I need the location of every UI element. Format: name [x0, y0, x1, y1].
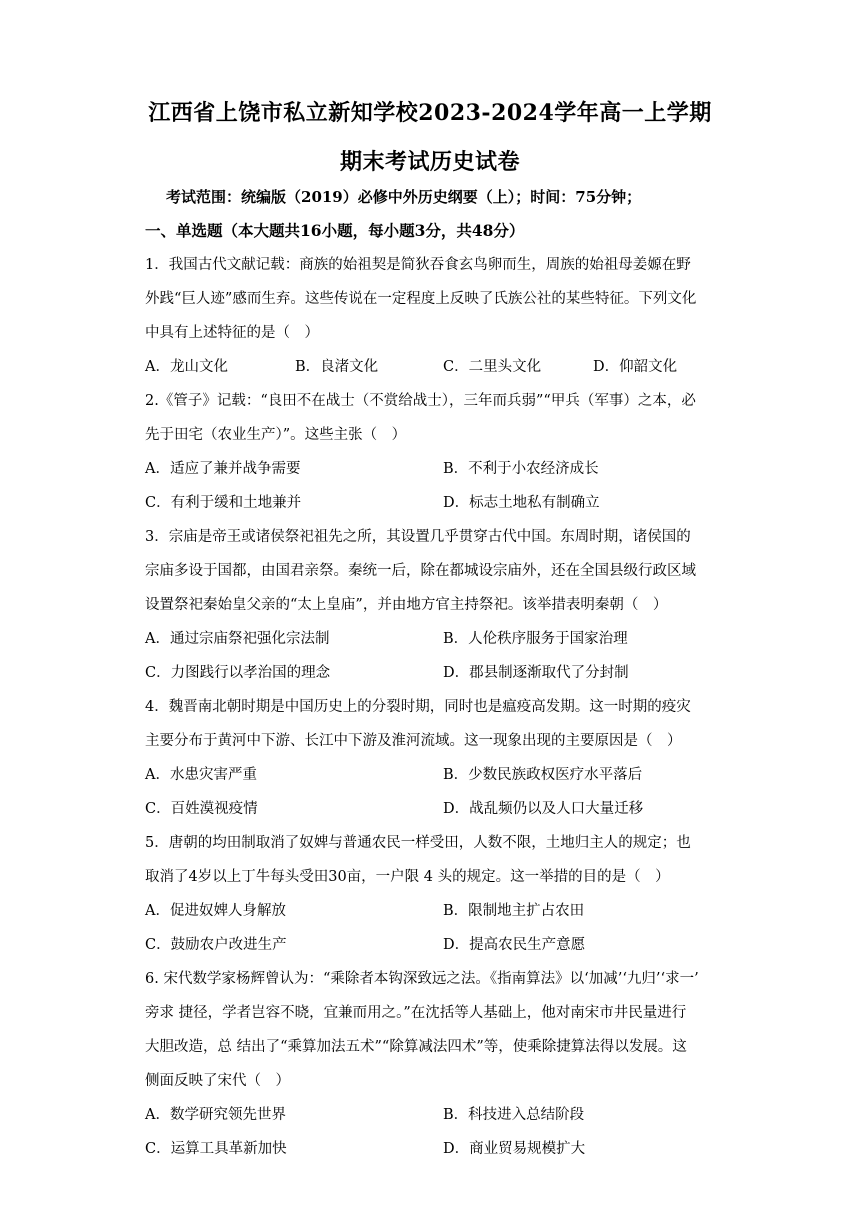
q2-option-b: B．不利于小农经济成长: [443, 461, 599, 477]
q5-option-b: B．限制地主扩占农田: [443, 903, 585, 919]
q4-option-b: B．少数民族政权医疗水平落后: [443, 767, 643, 783]
q5-option-d: D．提高农民生产意愿: [443, 937, 586, 953]
q4-option-c: C．百姓漠视疫情: [145, 801, 258, 817]
q6-line: 6. 宋代数学家杨辉曾认为：“乘除者本钩深致远之法。《指南算法》以‘加减’‘九归’‘求一’: [145, 971, 699, 987]
q6-line: 大胆改造，总 结出了“乘算加法五术”“除算减法四术”等，使乘除捷算法得以发展。这: [145, 1039, 687, 1055]
q6-line: 旁求 捷径，学者岂容不晓，宜兼而用之。”在沈括等人基础上，他对南宋市井民量进行: [145, 1005, 687, 1021]
q3-option-d: D．郡县制逐渐取代了分封制: [443, 665, 629, 681]
q4-line: 主要分布于黄河中下游、长江中下游及淮河流域。这一现象出现的主要原因是（ ）: [145, 733, 682, 749]
exam-title-line2: 期末考试历史试卷: [339, 149, 520, 175]
q4-line: 4．魏晋南北朝时期是中国历史上的分裂时期，同时也是瘟疫高发期。这一时期的疫灾: [145, 699, 691, 715]
q1-option-c: C．二里头文化: [443, 359, 542, 375]
q2-option-c: C．有利于缓和土地兼并: [145, 495, 302, 511]
q5-option-c: C．鼓励农户改进生产: [145, 937, 287, 953]
q6-option-d: D．商业贸易规模扩大: [443, 1141, 586, 1157]
q5-line: 5．唐朝的均田制取消了奴婢与普通农民一样受田，人数不限，土地归主人的规定；也: [145, 835, 691, 851]
q6-option-a: A．数学研究领先世界: [145, 1107, 286, 1123]
q5-line: 取消了4岁以上丁牛每头受田30亩，一户限 4 头的规定。这一举措的目的是（ ）: [145, 869, 670, 885]
q6-option-b: B．科技进入总结阶段: [443, 1107, 585, 1123]
q4-option-a: A．水患灾害严重: [145, 767, 257, 783]
q3-option-a: A．通过宗庙祭祀强化宗法制: [145, 631, 330, 647]
q3-line: 3．宗庙是帝王或诸侯祭祀祖先之所，其设置几乎贯穿古代中国。东周时期，诸侯国的: [145, 529, 691, 545]
q3-option-c: C．力图践行以孝治国的理念: [145, 665, 331, 681]
q2-line: 2.《管子》记载：“良田不在战士（不赏给战士），三年而兵弱”“甲兵（军事）之本，必: [145, 393, 696, 409]
exam-title-line1: 江西省上饶市私立新知学校2023-2024学年高一上学期: [148, 100, 712, 126]
q1-line: 1．我国古代文献记载：商族的始祖契是简狄吞食玄鸟卵而生，周族的始祖母姜嫄在野: [145, 257, 691, 273]
q1-line: 外践“巨人迹”感而生弃。这些传说在一定程度上反映了氏族公社的某些特征。下列文化: [145, 291, 697, 307]
exam-meta: 考试范围：统编版（2019）必修中外历史纲要（上）；时间：75分钟；: [166, 188, 642, 206]
q2-line: 先于田宅（农业生产）”。这些主张（ ）: [145, 427, 407, 443]
q3-option-b: B．人伦秩序服务于国家治理: [443, 631, 628, 647]
q4-option-d: D．战乱频仍以及人口大量迁移: [443, 801, 644, 817]
q1-option-a: A．龙山文化: [145, 359, 228, 375]
q3-line: 设置祭祀秦始皇父亲的“太上皇庙”，并由地方官主持祭祀。该举措表明秦朝（ ）: [145, 597, 668, 613]
section-heading: 一、单选题（本大题共16小题，每小题3分，共48分）: [145, 221, 525, 240]
q6-line: 侧面反映了宋代（ ）: [145, 1073, 290, 1089]
q5-option-a: A．促进奴婢人身解放: [145, 903, 286, 919]
q6-option-c: C．运算工具革新加快: [145, 1141, 287, 1157]
q1-option-d: D．仰韶文化: [593, 359, 678, 375]
q1-option-b: B．良渚文化: [295, 359, 379, 375]
q2-option-d: D．标志土地私有制确立: [443, 495, 600, 511]
q3-line: 宗庙多设于国都，由国君亲祭。秦统一后，除在都城设宗庙外，还在全国县级行政区域: [145, 563, 696, 579]
q1-line: 中具有上述特征的是（ ）: [145, 325, 319, 341]
q2-option-a: A．适应了兼并战争需要: [145, 461, 301, 477]
